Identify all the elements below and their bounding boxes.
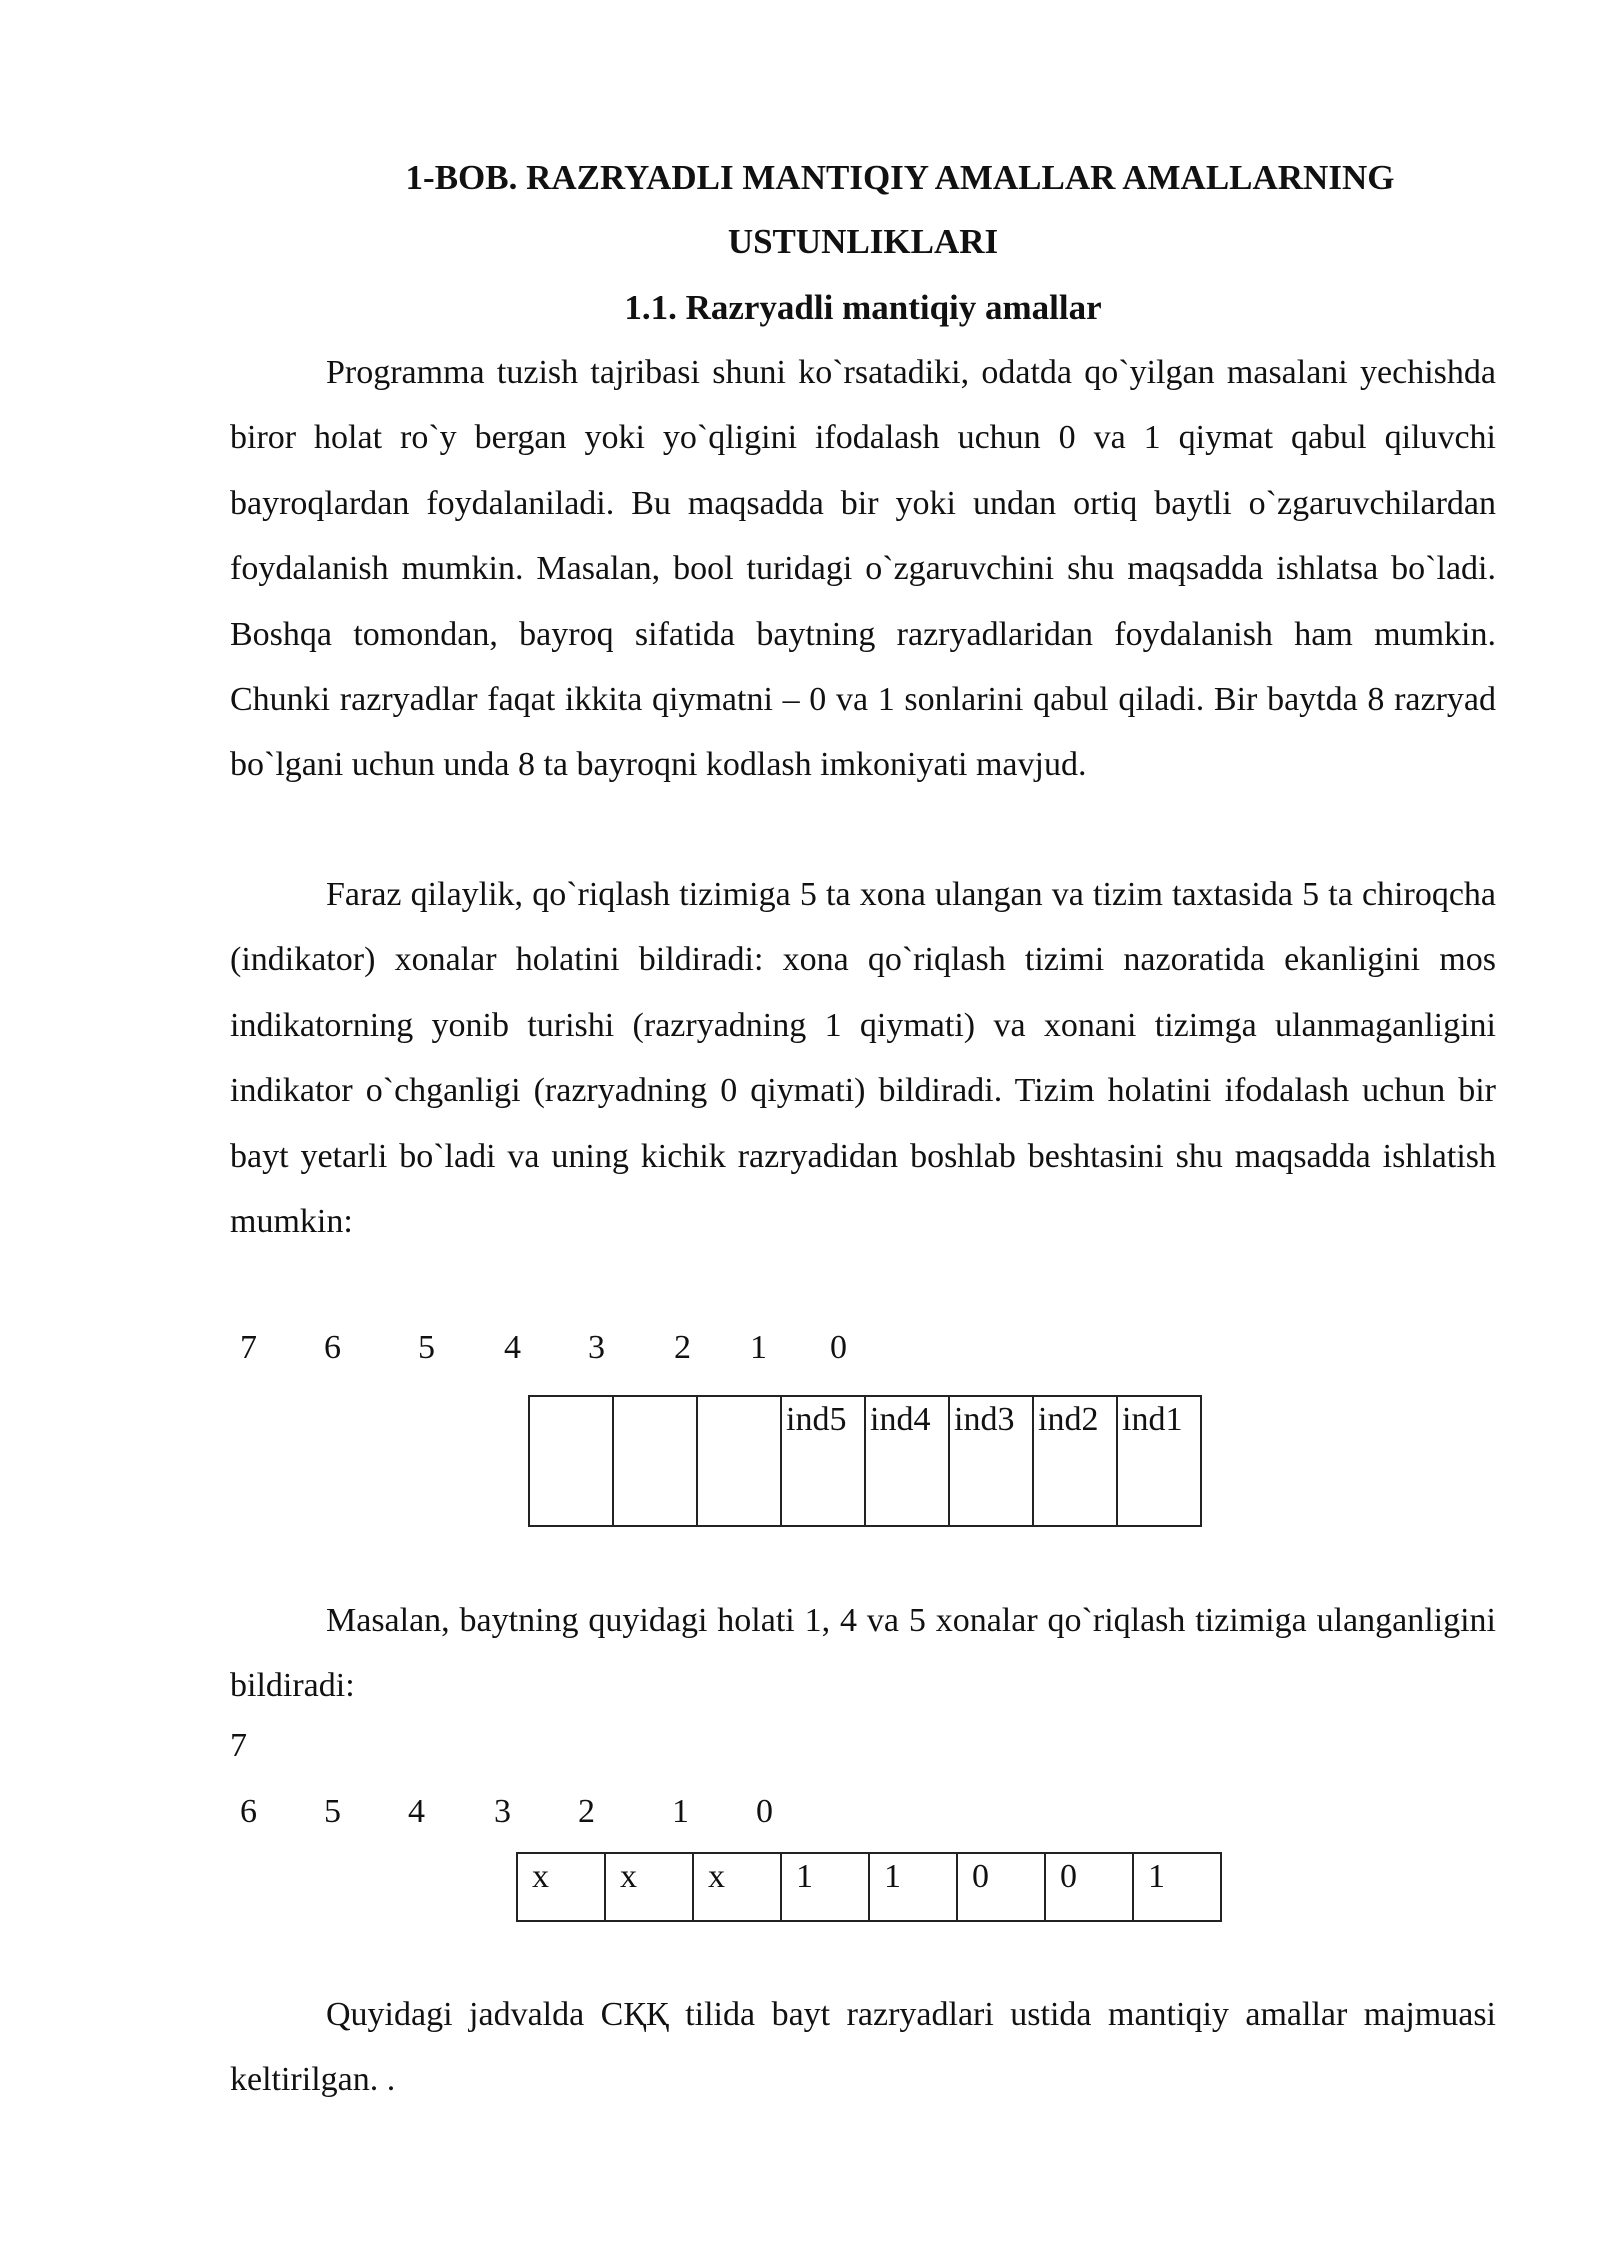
indicator-bit-table <box>528 1395 1202 1527</box>
bit-cell-label <box>614 1397 696 1401</box>
bit-numbers-row-2 <box>240 1792 840 1832</box>
bit-number: 4 <box>504 1329 521 1366</box>
bit-cell-label: ind2 <box>1038 1401 1099 1438</box>
bit-number: 1 <box>750 1329 767 1366</box>
bit-numbers-row-1 <box>240 1328 940 1368</box>
bit-cell <box>949 1396 1033 1526</box>
bit-cell-label <box>530 1397 612 1401</box>
bit-cell <box>781 1853 869 1921</box>
state-bit-table <box>516 1852 1222 1922</box>
paragraph-table-intro-text: Quyidagi jadvalda CҚҚ tilida bayt razryadlari ustida mantiqiy amallar majmuasi keltirilgan. . <box>230 1996 1496 2099</box>
bit-cell <box>605 1853 693 1921</box>
bit-number: 5 <box>418 1329 435 1366</box>
bit-number: 6 <box>240 1793 257 1830</box>
bit-cell <box>1033 1396 1117 1526</box>
bit-cell <box>957 1853 1045 1921</box>
bit-number: 5 <box>324 1793 341 1830</box>
bit-cell-value: 0 <box>1060 1858 1077 1895</box>
bit-cell-label: ind4 <box>870 1401 931 1438</box>
bit-number: 0 <box>830 1329 847 1366</box>
paragraph-flags-intro <box>230 340 1496 798</box>
bit-cell-label <box>698 1397 780 1401</box>
bit-cell <box>1045 1853 1133 1921</box>
bit-cell <box>781 1396 865 1526</box>
bit-cell <box>693 1853 781 1921</box>
bit-number: 2 <box>578 1793 595 1830</box>
bit-cell <box>613 1396 697 1526</box>
bit-cell <box>869 1853 957 1921</box>
bit-cell <box>517 1853 605 1921</box>
table-row <box>529 1396 1201 1526</box>
bit-cell <box>1117 1396 1201 1526</box>
bit-cell-label: ind1 <box>1122 1401 1183 1438</box>
paragraph-table-intro <box>230 1982 1496 2113</box>
chapter-title-line-2: USTUNLIKLARI <box>727 222 999 261</box>
chapter-title-line-1: 1-BOB. RAZRYADLI MANTIQIY AMALLAR AMALLARNING <box>405 158 1395 197</box>
bit-cell-value: 1 <box>796 1858 813 1895</box>
bit-number: 6 <box>324 1329 341 1366</box>
section-title: 1.1. Razryadli mantiqiy amallar <box>624 288 1102 327</box>
bit-number: 3 <box>588 1329 605 1366</box>
bit-number: 3 <box>494 1793 511 1830</box>
bit-cell <box>1133 1853 1221 1921</box>
paragraph-state-example-text: Masalan, baytning quyidagi holati 1, 4 va 5 xonalar qo`riqlash tizimiga ulanganligini bildiradi: <box>230 1602 1496 1705</box>
bit-cell-label: ind5 <box>786 1401 847 1438</box>
paragraph-state-example <box>230 1588 1496 1719</box>
bit-cell <box>697 1396 781 1526</box>
bit-cell-value: x <box>708 1858 725 1895</box>
bit-cell-value: x <box>620 1858 637 1895</box>
bit-cell-value: 1 <box>1148 1858 1165 1895</box>
bit-cell-label: ind3 <box>954 1401 1015 1438</box>
bit-number: 1 <box>672 1793 689 1830</box>
bit-cell <box>529 1396 613 1526</box>
bit-number: 4 <box>408 1793 425 1830</box>
bit-number-wrapped: 7 <box>230 1727 247 1764</box>
table-row <box>517 1853 1221 1921</box>
paragraph-security-example <box>230 862 1496 1254</box>
bit-number: 7 <box>240 1329 257 1366</box>
paragraph-security-example-text: Faraz qilaylik, qo`riqlash tizimiga 5 ta xona ulangan va tizim taxtasida 5 ta chiroqcha (indikator) xonalar holatini bildiradi: xona qo`riqlash tizimi nazoratida ekanligini mos indikatorning yonib turishi (razryadning 1 qiymati) va xonani tizimga ulanmaganligini indikator o`chganligi (razryadning 0 qiymati) bildiradi. Tizim holatini ifodalash uchun bir bayt yetarli bo`ladi va uning kichik razryadidan boshlab beshtasini shu maqsadda ishlatish mumkin: <box>230 876 1496 1241</box>
bit-cell-value: 1 <box>884 1858 901 1895</box>
bit-cell-value: x <box>532 1858 549 1895</box>
bit-cell-value: 0 <box>972 1858 989 1895</box>
bit-number: 2 <box>674 1329 691 1366</box>
bit-number: 0 <box>756 1793 773 1830</box>
paragraph-flags-intro-text: Programma tuzish tajribasi shuni ko`rsatadiki, odatda qo`yilgan masalani yechishda biror holat ro`y bergan yoki yo`qligini ifodalash uchun 0 va 1 qiymat qabul qiluvchi bayroqlardan foydalaniladi. Bu maqsadda bir yoki undan ortiq baytli o`zgaruvchilardan foydalanish mumkin. Masalan, bool turidagi o`zgaruvchini shu maqsadda ishlatsa bo`ladi. Boshqa tomondan, bayroq sifatida baytning razryadlaridan foydalanish ham mumkin. Chunki razryadlar faqat ikkita qiymatni – 0 va 1 sonlarini qabul qiladi. Bir baytda 8 razryad bo`lgani uchun unda 8 ta bayroqni kodlash imkoniyati mavjud. <box>230 354 1496 784</box>
bit-cell <box>865 1396 949 1526</box>
